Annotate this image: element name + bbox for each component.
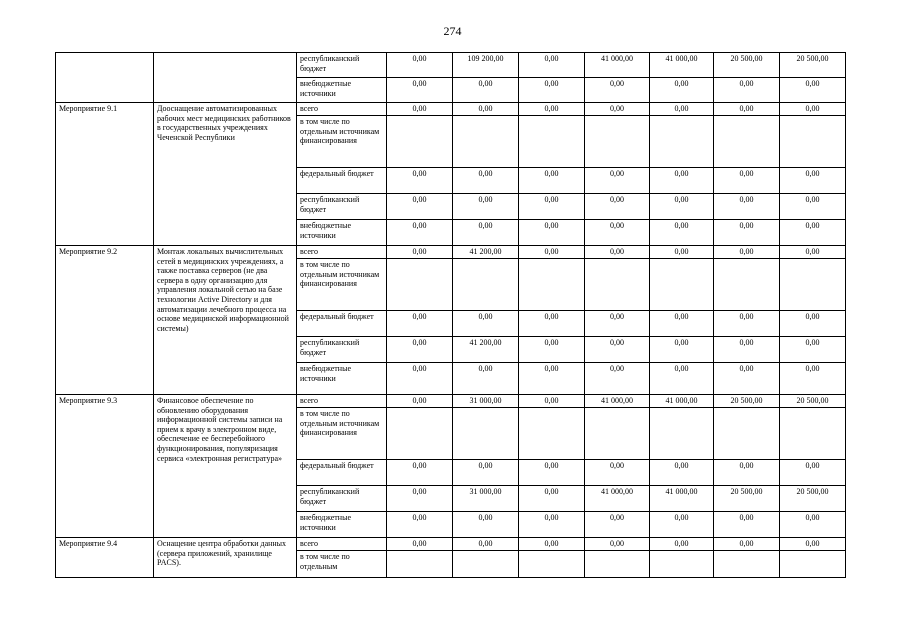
amount-cell [714,259,780,311]
amount-cell: 0,00 [453,220,519,246]
event-description-cell: Монтаж локальных вычислительных сетей в медицинских учреждениях, а также поставка серверов (не два сервера в одну организацию для управления локальной сетью на базе технологии Active Directory и для автоматизации лечебного процесса на основе медицинской информационной системы) [154,246,297,395]
amount-cell: 0,00 [780,460,846,486]
amount-cell: 0,00 [519,53,585,78]
funding-source-cell: федеральный бюджет [297,168,387,194]
amount-cell: 0,00 [585,168,650,194]
amount-cell [387,116,453,168]
amount-cell: 0,00 [780,311,846,337]
event-name-cell: Мероприятие 9.4 [56,538,154,578]
amount-cell: 0,00 [585,194,650,220]
table-row [56,246,846,259]
amount-cell: 0,00 [519,337,585,363]
amount-cell: 0,00 [585,512,650,538]
amount-cell [585,408,650,460]
amount-cell: 0,00 [387,395,453,408]
amount-cell: 0,00 [714,512,780,538]
amount-cell: 20 500,00 [780,395,846,408]
amount-cell [519,551,585,578]
amount-cell [650,551,714,578]
amount-cell: 0,00 [780,103,846,116]
amount-cell: 0,00 [650,246,714,259]
amount-cell: 0,00 [387,103,453,116]
amount-cell: 0,00 [585,78,650,103]
funding-source-cell: внебюджетные источники [297,363,387,395]
amount-cell: 20 500,00 [780,53,846,78]
funding-source-cell: республиканский бюджет [297,194,387,220]
amount-cell: 20 500,00 [714,53,780,78]
amount-cell [453,408,519,460]
amount-cell: 0,00 [780,168,846,194]
amount-cell: 0,00 [387,194,453,220]
amount-cell [780,259,846,311]
amount-cell: 0,00 [780,337,846,363]
amount-cell [780,116,846,168]
table-row [56,53,846,78]
amount-cell: 41 000,00 [585,53,650,78]
amount-cell: 0,00 [585,311,650,337]
amount-cell: 0,00 [650,337,714,363]
amount-cell: 0,00 [519,460,585,486]
amount-cell: 0,00 [650,220,714,246]
page-number: 274 [443,24,462,38]
amount-cell: 0,00 [453,512,519,538]
funding-source-cell: в том числе по отдельным источникам финансирования [297,259,387,311]
amount-cell: 20 500,00 [714,395,780,408]
amount-cell: 0,00 [650,538,714,551]
amount-cell: 0,00 [453,194,519,220]
amount-cell: 0,00 [650,311,714,337]
amount-cell: 0,00 [519,78,585,103]
amount-cell [650,259,714,311]
amount-cell: 0,00 [780,538,846,551]
event-description-cell: Дооснащение автоматизированных рабочих мест медицинских работников в государственных учреждениях Чеченской Республики [154,103,297,246]
amount-cell: 0,00 [453,311,519,337]
amount-cell [387,259,453,311]
amount-cell [585,551,650,578]
amount-cell: 0,00 [585,220,650,246]
amount-cell: 0,00 [714,103,780,116]
amount-cell: 0,00 [519,538,585,551]
amount-cell: 0,00 [650,103,714,116]
amount-cell: 0,00 [453,460,519,486]
amount-cell: 0,00 [714,168,780,194]
amount-cell: 0,00 [453,78,519,103]
event-name-cell: Мероприятие 9.1 [56,103,154,246]
amount-cell [780,408,846,460]
funding-source-cell: внебюджетные источники [297,78,387,103]
amount-cell: 0,00 [519,246,585,259]
event-name-cell [56,53,154,103]
amount-cell [585,259,650,311]
amount-cell: 0,00 [585,103,650,116]
amount-cell: 0,00 [780,220,846,246]
amount-cell [387,408,453,460]
event-description-cell: Оснащение центра обработки данных (сервера приложений, хранилище PACS). [154,538,297,578]
amount-cell: 0,00 [650,363,714,395]
amount-cell: 0,00 [519,194,585,220]
amount-cell: 0,00 [714,78,780,103]
amount-cell: 0,00 [585,246,650,259]
amount-cell: 0,00 [387,337,453,363]
event-description-cell: Финансовое обеспечение по обновлению оборудования информационной системы записи на прием к врачу в электронном виде, обеспечение ее бесперебойного функционирования, популяризация сервиса «электронная регистратура» [154,395,297,538]
amount-cell: 0,00 [387,246,453,259]
amount-cell [650,408,714,460]
amount-cell: 0,00 [714,337,780,363]
amount-cell [453,551,519,578]
amount-cell: 0,00 [714,194,780,220]
amount-cell: 0,00 [453,363,519,395]
amount-cell [387,551,453,578]
amount-cell: 0,00 [650,512,714,538]
amount-cell: 20 500,00 [714,486,780,512]
amount-cell: 0,00 [585,363,650,395]
amount-cell: 0,00 [519,395,585,408]
event-name-cell: Мероприятие 9.2 [56,246,154,395]
funding-source-cell: федеральный бюджет [297,460,387,486]
amount-cell: 0,00 [387,363,453,395]
amount-cell: 0,00 [714,538,780,551]
amount-cell: 41 000,00 [585,486,650,512]
table-row [56,103,846,116]
amount-cell: 41 000,00 [650,486,714,512]
amount-cell: 0,00 [585,538,650,551]
funding-source-cell: всего [297,103,387,116]
amount-cell: 0,00 [714,220,780,246]
amount-cell: 0,00 [714,246,780,259]
amount-cell: 0,00 [780,512,846,538]
amount-cell: 41 200,00 [453,337,519,363]
funding-source-cell: в том числе по отдельным [297,551,387,578]
amount-cell [519,259,585,311]
amount-cell: 0,00 [387,512,453,538]
amount-cell: 0,00 [780,78,846,103]
amount-cell: 41 000,00 [650,53,714,78]
amount-cell: 0,00 [585,460,650,486]
amount-cell: 0,00 [780,363,846,395]
funding-source-cell: внебюджетные источники [297,512,387,538]
amount-cell: 20 500,00 [780,486,846,512]
amount-cell [453,259,519,311]
amount-cell: 31 000,00 [453,486,519,512]
amount-cell: 41 200,00 [453,246,519,259]
funding-source-cell: республиканский бюджет [297,53,387,78]
funding-source-cell: всего [297,395,387,408]
amount-cell: 0,00 [650,168,714,194]
amount-cell: 0,00 [650,460,714,486]
amount-cell: 41 000,00 [585,395,650,408]
amount-cell: 0,00 [453,103,519,116]
amount-cell [519,116,585,168]
table-row [56,538,846,551]
amount-cell [714,408,780,460]
amount-cell [780,551,846,578]
funding-source-cell: в том числе по отдельным источникам финансирования [297,116,387,168]
amount-cell: 0,00 [387,311,453,337]
amount-cell [650,116,714,168]
amount-cell: 0,00 [585,337,650,363]
funding-source-cell: республиканский бюджет [297,337,387,363]
funding-source-cell: всего [297,246,387,259]
amount-cell: 0,00 [519,512,585,538]
amount-cell: 0,00 [780,246,846,259]
amount-cell: 0,00 [453,538,519,551]
amount-cell: 0,00 [519,311,585,337]
funding-source-cell: в том числе по отдельным источникам финансирования [297,408,387,460]
amount-cell: 109 200,00 [453,53,519,78]
budget-table [55,52,846,578]
amount-cell: 0,00 [387,168,453,194]
amount-cell: 0,00 [387,460,453,486]
amount-cell: 0,00 [387,220,453,246]
amount-cell: 0,00 [453,168,519,194]
amount-cell: 0,00 [714,311,780,337]
amount-cell: 0,00 [650,78,714,103]
event-name-cell: Мероприятие 9.3 [56,395,154,538]
amount-cell: 0,00 [714,460,780,486]
funding-source-cell: федеральный бюджет [297,311,387,337]
amount-cell: 0,00 [387,486,453,512]
amount-cell: 0,00 [519,168,585,194]
amount-cell: 0,00 [780,194,846,220]
amount-cell: 0,00 [519,363,585,395]
amount-cell: 0,00 [650,194,714,220]
amount-cell: 31 000,00 [453,395,519,408]
amount-cell: 0,00 [519,103,585,116]
amount-cell: 0,00 [387,78,453,103]
amount-cell: 0,00 [519,486,585,512]
funding-source-cell: всего [297,538,387,551]
funding-source-cell: внебюджетные источники [297,220,387,246]
amount-cell [714,551,780,578]
amount-cell [585,116,650,168]
table-row [56,395,846,408]
funding-source-cell: республиканский бюджет [297,486,387,512]
amount-cell: 41 000,00 [650,395,714,408]
amount-cell: 0,00 [387,53,453,78]
amount-cell: 0,00 [387,538,453,551]
amount-cell [519,408,585,460]
event-description-cell [154,53,297,103]
amount-cell [714,116,780,168]
amount-cell [453,116,519,168]
amount-cell: 0,00 [519,220,585,246]
amount-cell: 0,00 [714,363,780,395]
